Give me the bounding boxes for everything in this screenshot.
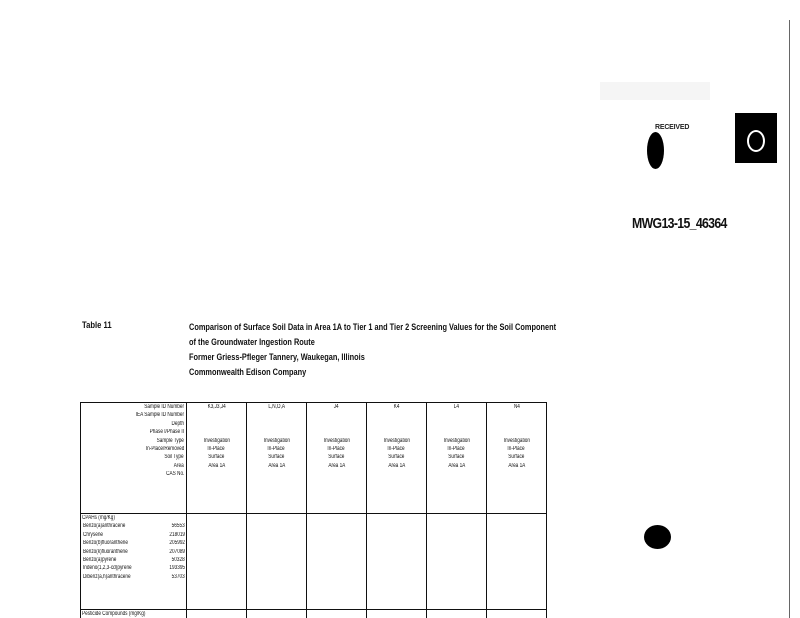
chemical-row: [82, 548, 186, 556]
cas-number: 205992: [169, 540, 185, 547]
title-line: Commonwealth Edison Company: [189, 367, 307, 377]
cas-number: 53703: [171, 573, 185, 580]
cas-number: 218019: [169, 531, 185, 538]
sample-area: Area 1A: [388, 462, 405, 469]
sample-area: Area 1A: [268, 462, 285, 469]
chemical-row: [82, 564, 186, 572]
scan-edge-line: [789, 20, 790, 618]
chemical-name: Benzo(k)fluoranthene: [83, 548, 128, 555]
sample-type: Investigation: [383, 437, 410, 444]
punch-hole-dot: [644, 525, 671, 549]
sample-area: Area 1A: [508, 462, 525, 469]
sample-column-header: [247, 403, 307, 514]
table-header-row: [81, 403, 547, 514]
sample-soil: Surface: [448, 454, 465, 461]
sample-soil: Surface: [208, 454, 225, 461]
chemical-group-row: [81, 610, 547, 618]
sample-soil: Surface: [268, 454, 285, 461]
title-line: Former Griess-Pfleger Tannery, Waukegan, Illinois: [189, 352, 365, 362]
header-label: Phase I/Phase II: [149, 429, 184, 436]
received-stamp: RECEIVED: [655, 124, 690, 131]
header-label: In-Place/Removed: [145, 445, 184, 452]
cas-number: 193395: [169, 565, 185, 572]
chemical-name: Indeno(1,2,3-cd)pyrene: [83, 565, 132, 572]
chemical-name: Chrysene: [83, 531, 104, 538]
result-cell: [487, 610, 547, 618]
sample-column-header: [187, 403, 247, 514]
chemical-group-cell: [81, 610, 187, 618]
result-cell: [367, 514, 427, 610]
result-cell: [187, 514, 247, 610]
result-cell: [307, 514, 367, 610]
header-label: Sample Type: [156, 437, 184, 444]
scan-registration-mark: [735, 113, 777, 163]
cas-number: 56553: [171, 523, 185, 530]
title-line: Comparison of Surface Soil Data in Area 1A to Tier 1 and Tier 2 Screening Values for the Soil Component: [189, 322, 557, 332]
sample-id: N4: [513, 404, 520, 410]
header-label: Depth: [171, 420, 184, 427]
sample-place: In-Place: [267, 445, 286, 452]
result-cell: [427, 610, 487, 618]
chemical-name: Benzo(a)pyrene: [83, 556, 117, 563]
sample-soil: Surface: [388, 454, 405, 461]
sample-type: Investigation: [443, 437, 470, 444]
cas-number: 207089: [169, 548, 185, 555]
registration-ring-icon: [747, 130, 765, 152]
header-label: Area: [174, 462, 184, 469]
sample-area: Area 1A: [448, 462, 465, 469]
sample-type: Investigation: [503, 437, 530, 444]
table-number: Table 11: [82, 320, 112, 330]
chemical-row: [82, 539, 186, 547]
scan-smudge: [600, 82, 710, 100]
sample-area: Area 1A: [208, 462, 225, 469]
document-id: MWG13-15_46364: [632, 215, 727, 232]
result-cell: [187, 610, 247, 618]
chemical-group-row: [81, 514, 547, 610]
chemical-row: [82, 573, 186, 581]
sample-column-header: [367, 403, 427, 514]
cas-number: 50328: [171, 556, 185, 563]
group-title: CPAHs (mg/Kg): [82, 515, 115, 521]
result-cell: [427, 514, 487, 610]
chemical-group-cell: [81, 514, 187, 610]
sample-type: Investigation: [203, 437, 230, 444]
soil-data-table: [80, 402, 547, 618]
result-cell: [367, 610, 427, 618]
chemical-row: [82, 556, 186, 564]
sample-id: K4: [393, 404, 400, 410]
group-title: Pesticide Compounds (mg/Kg): [82, 611, 146, 617]
chemical-name: Benzo(a)anthracene: [83, 523, 126, 530]
chemical-row: [82, 522, 186, 530]
chemical-name: Benzo(b)fluoranthene: [83, 540, 129, 547]
sample-id: K3,J3,J4: [207, 404, 226, 410]
header-label: IEA Sample ID Number: [135, 412, 184, 419]
result-cell: [307, 610, 367, 618]
header-label: CAS No.: [165, 471, 184, 478]
sample-column-header: [427, 403, 487, 514]
sample-soil: Surface: [328, 454, 345, 461]
sample-id: L,N,O,A: [268, 404, 285, 410]
result-cell: [247, 514, 307, 610]
table-title: [189, 320, 557, 380]
sample-soil: Surface: [508, 454, 525, 461]
sample-place: In-Place: [507, 445, 526, 452]
chemical-name: Dibenz(a,h)anthracene: [83, 573, 131, 580]
header-label: Soil Type: [164, 454, 184, 461]
result-cell: [247, 610, 307, 618]
sample-column-header: [307, 403, 367, 514]
sample-place: In-Place: [327, 445, 346, 452]
sample-area: Area 1A: [328, 462, 345, 469]
title-line: of the Groundwater Ingestion Route: [189, 337, 315, 347]
sample-id: J4: [334, 404, 339, 410]
sample-type: Investigation: [323, 437, 350, 444]
sample-id: L4: [453, 404, 460, 410]
result-cell: [487, 514, 547, 610]
sample-place: In-Place: [387, 445, 406, 452]
header-labels-cell: [81, 403, 187, 514]
punch-hole-mark: [647, 132, 664, 169]
sample-type: Investigation: [263, 437, 290, 444]
header-label: Sample ID Number: [144, 404, 184, 410]
sample-place: In-Place: [447, 445, 466, 452]
sample-place: In-Place: [207, 445, 226, 452]
sample-column-header: [487, 403, 547, 514]
chemical-row: [82, 531, 186, 539]
